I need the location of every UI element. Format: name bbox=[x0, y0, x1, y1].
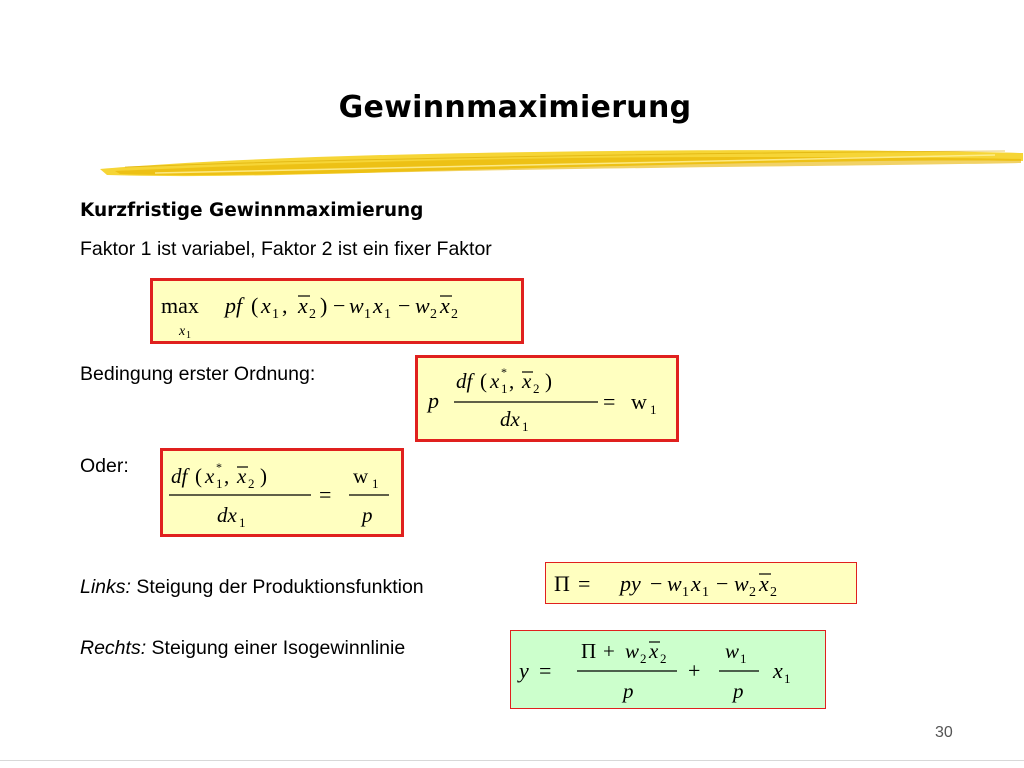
svg-text:2: 2 bbox=[749, 585, 756, 600]
factor-description: Faktor 1 ist variabel, Faktor 2 ist ein fixer Faktor bbox=[80, 238, 492, 260]
svg-text:pf: pf bbox=[225, 293, 243, 318]
svg-text:1: 1 bbox=[650, 402, 657, 417]
svg-text:df: df bbox=[456, 369, 473, 393]
svg-text:x: x bbox=[490, 369, 500, 393]
svg-text:y: y bbox=[519, 658, 529, 683]
svg-text:,: , bbox=[509, 369, 515, 393]
oder-label: Oder: bbox=[80, 455, 129, 477]
svg-text:w: w bbox=[631, 389, 647, 414]
svg-text:*: * bbox=[216, 460, 222, 474]
svg-text:): ) bbox=[320, 293, 328, 318]
svg-text:2: 2 bbox=[660, 651, 667, 666]
svg-text:2: 2 bbox=[451, 307, 458, 322]
page-number: 30 bbox=[935, 724, 953, 741]
svg-text:2: 2 bbox=[248, 476, 255, 491]
footer-divider bbox=[0, 760, 1024, 761]
svg-text:1: 1 bbox=[384, 307, 391, 322]
svg-text:−: − bbox=[650, 571, 663, 596]
svg-text:=: = bbox=[578, 571, 591, 596]
subtitle: Kurzfristige Gewinnmaximierung bbox=[80, 200, 424, 221]
svg-text:(: ( bbox=[195, 464, 202, 488]
svg-text:=: = bbox=[319, 482, 332, 507]
svg-text:df: df bbox=[171, 464, 188, 488]
svg-text:w: w bbox=[734, 571, 749, 596]
svg-text:Π: Π bbox=[554, 571, 570, 596]
svg-text:Π: Π bbox=[581, 639, 597, 663]
svg-text:x: x bbox=[205, 464, 215, 488]
svg-text:x: x bbox=[773, 658, 783, 683]
slide-title: Gewinnmaximierung bbox=[338, 90, 692, 125]
svg-text:2: 2 bbox=[533, 381, 540, 396]
svg-text:1: 1 bbox=[522, 419, 529, 434]
svg-text:p: p bbox=[623, 679, 634, 703]
condition-label: Bedingung erster Ordnung: bbox=[80, 363, 316, 385]
svg-text:,: , bbox=[224, 464, 230, 488]
svg-text:dx: dx bbox=[217, 503, 237, 527]
svg-text:): ) bbox=[545, 369, 552, 393]
svg-text:1: 1 bbox=[740, 651, 747, 666]
svg-text:x: x bbox=[298, 293, 308, 318]
svg-text:py: py bbox=[620, 571, 641, 596]
svg-text:x: x bbox=[440, 293, 450, 318]
svg-text:,: , bbox=[282, 293, 288, 318]
formula-first-order-condition bbox=[415, 355, 679, 442]
svg-text:x: x bbox=[649, 639, 659, 663]
svg-text:x: x bbox=[373, 293, 383, 318]
formula-profit-max bbox=[150, 278, 524, 344]
svg-text:w: w bbox=[725, 639, 740, 663]
svg-text:+: + bbox=[688, 658, 701, 683]
svg-text:2: 2 bbox=[770, 585, 777, 600]
svg-text:x: x bbox=[261, 293, 271, 318]
rechts-note bbox=[80, 637, 405, 660]
svg-text:1: 1 bbox=[501, 381, 508, 396]
links-label: Links: bbox=[80, 576, 131, 598]
svg-text:2: 2 bbox=[309, 307, 316, 322]
formula-isoprofit-line bbox=[510, 630, 826, 709]
svg-text:w: w bbox=[415, 293, 430, 318]
svg-text:*: * bbox=[501, 365, 507, 379]
svg-text:x: x bbox=[179, 324, 186, 339]
svg-text:w: w bbox=[353, 464, 369, 488]
svg-text:2: 2 bbox=[640, 651, 647, 666]
svg-text:p: p bbox=[428, 388, 439, 413]
svg-text:−: − bbox=[398, 293, 411, 318]
svg-text:1: 1 bbox=[682, 585, 689, 600]
svg-text:x: x bbox=[237, 464, 247, 488]
links-text: Steigung der Produktionsfunktion bbox=[130, 576, 424, 598]
svg-text:−: − bbox=[716, 571, 729, 596]
svg-text:(: ( bbox=[480, 369, 487, 393]
svg-text:+: + bbox=[603, 639, 615, 663]
svg-text:1: 1 bbox=[364, 307, 371, 322]
svg-text:): ) bbox=[260, 464, 267, 488]
rechts-label: Rechts: bbox=[80, 637, 147, 659]
svg-text:(: ( bbox=[251, 293, 259, 318]
brush-stroke-divider bbox=[95, 145, 1024, 187]
svg-text:=: = bbox=[603, 389, 616, 414]
svg-text:=: = bbox=[539, 658, 552, 683]
svg-text:x: x bbox=[759, 571, 769, 596]
svg-text:p: p bbox=[733, 679, 744, 703]
svg-text:w: w bbox=[667, 571, 682, 596]
rechts-text: Steigung einer Isogewinnlinie bbox=[146, 637, 406, 659]
links-note bbox=[80, 576, 424, 599]
svg-text:1: 1 bbox=[239, 515, 246, 530]
svg-text:dx: dx bbox=[500, 407, 520, 431]
svg-text:2: 2 bbox=[430, 307, 437, 322]
svg-text:x: x bbox=[691, 571, 701, 596]
svg-text:1: 1 bbox=[216, 476, 223, 491]
svg-text:1: 1 bbox=[784, 671, 791, 686]
svg-text:w: w bbox=[349, 293, 364, 318]
svg-text:1: 1 bbox=[702, 585, 709, 600]
svg-text:x: x bbox=[522, 369, 532, 393]
svg-text:max: max bbox=[161, 293, 199, 318]
svg-text:1: 1 bbox=[272, 307, 279, 322]
svg-text:1: 1 bbox=[372, 476, 379, 491]
formula-profit-function bbox=[545, 562, 857, 604]
svg-text:−: − bbox=[333, 293, 346, 318]
formula-alternative-condition bbox=[160, 448, 404, 537]
svg-text:1: 1 bbox=[186, 330, 191, 341]
svg-text:p: p bbox=[362, 503, 373, 527]
svg-text:w: w bbox=[625, 639, 640, 663]
